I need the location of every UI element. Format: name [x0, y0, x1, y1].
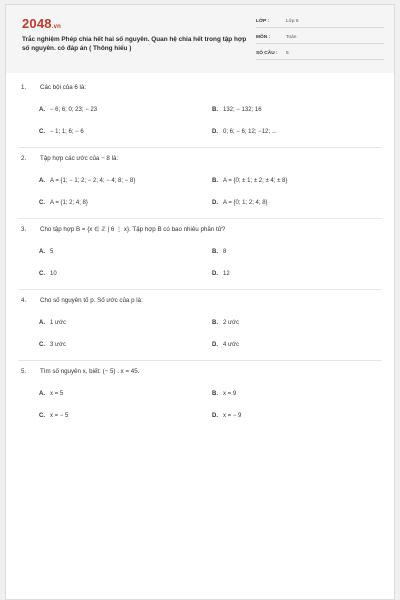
q1-option-d[interactable]: [212, 129, 277, 135]
q2-option-c[interactable]: [39, 200, 88, 206]
q3-option-a[interactable]: [39, 249, 53, 255]
meta-count-label: SỐ CÂU :: [256, 51, 278, 56]
meta-class-label: LỚP :: [256, 19, 270, 24]
question-number: 3.: [21, 226, 27, 233]
option-letter: D.: [212, 413, 218, 419]
question-number: 5.: [21, 368, 27, 375]
q5-option-b[interactable]: [212, 391, 236, 397]
option-letter: C.: [39, 200, 45, 206]
option-letter: D.: [212, 200, 218, 206]
question-number: 1.: [21, 84, 27, 91]
option-letter: A.: [39, 320, 45, 326]
meta-class: [256, 18, 384, 28]
option-text: x = 9: [223, 391, 237, 397]
option-text: x = 5: [50, 391, 64, 397]
meta-count: [256, 50, 384, 60]
option-letter: D.: [212, 271, 218, 277]
option-text: 2 ước: [223, 320, 239, 326]
question-text: Tập hợp các ước của − 8 là:: [40, 155, 119, 162]
option-text: − 6; 6; 0; 23; − 23: [50, 107, 98, 113]
q3-option-b[interactable]: [212, 249, 226, 255]
option-text: x = − 9: [223, 413, 242, 419]
option-letter: B.: [212, 107, 218, 113]
q4-option-a[interactable]: [39, 320, 66, 326]
option-text: 8: [223, 249, 227, 255]
question-divider: [18, 360, 382, 361]
option-text: 12: [223, 271, 230, 277]
meta-subject: [256, 34, 384, 44]
option-letter: B.: [212, 178, 218, 184]
worksheet-header: [6, 5, 394, 73]
option-text: A = {1; − 1; 2; − 2; 4; − 4; 8; − 8}: [50, 178, 136, 184]
option-text: 5: [50, 249, 54, 255]
meta-subject-value: Toán: [286, 35, 297, 40]
option-text: 1 ước: [50, 320, 66, 326]
q5-option-a[interactable]: [39, 391, 63, 397]
q5-option-c[interactable]: [39, 413, 68, 419]
meta-subject-label: MÔN :: [256, 35, 271, 40]
q1-option-b[interactable]: [212, 107, 262, 113]
logo-suffix: .vn: [51, 24, 62, 30]
worksheet-page: [5, 4, 395, 600]
logo-main: 2048: [22, 16, 52, 31]
q4-option-d[interactable]: [212, 342, 239, 348]
q3-option-d[interactable]: [212, 271, 230, 277]
option-letter: A.: [39, 391, 45, 397]
q1-option-c[interactable]: [39, 129, 84, 135]
q4-option-c[interactable]: [39, 342, 66, 348]
q2-option-a[interactable]: [39, 178, 135, 184]
q4-option-b[interactable]: [212, 320, 239, 326]
question-text: Cho tập hợp B = {x ∈ ℤ | 6 ⋮ x}. Tập hợp B có bao nhiêu phần tử?: [40, 226, 226, 233]
option-text: x = − 5: [50, 413, 69, 419]
question-number: 4.: [21, 297, 27, 304]
question-text: Cho số nguyên tố p. Số ước của p là:: [40, 297, 143, 304]
option-text: − 1; 1; 6; − 6: [50, 129, 84, 135]
q3-option-c[interactable]: [39, 271, 57, 277]
worksheet-title: Trắc nghiệm Phép chia hết hai số nguyên. Quan hệ chia hết trong tập hợp số nguyên. có đáp án ( Thông hiểu ): [22, 36, 247, 52]
option-text: 0; 6; − 6; 12; −12; ...: [223, 129, 277, 135]
option-text: 4 ước: [223, 342, 239, 348]
option-letter: D.: [212, 129, 218, 135]
option-letter: C.: [39, 342, 45, 348]
question-text: Tìm số nguyên x, biết: (− 5) . x = 45.: [40, 368, 140, 375]
option-text: A = {0; ± 1; ± 2; ± 4; ± 8}: [223, 178, 288, 184]
question-divider: [18, 218, 382, 219]
option-letter: C.: [39, 129, 45, 135]
question-number: 2.: [21, 155, 27, 162]
site-logo[interactable]: [22, 16, 61, 31]
option-letter: A.: [39, 107, 45, 113]
option-letter: B.: [212, 320, 218, 326]
meta-count-value: 5: [286, 51, 289, 56]
option-letter: D.: [212, 342, 218, 348]
question-divider: [18, 289, 382, 290]
option-text: A = {1; 2; 4; 8}: [50, 200, 88, 206]
meta-class-value: Lớp 6: [286, 19, 299, 24]
option-text: 3 ước: [50, 342, 66, 348]
option-letter: B.: [212, 391, 218, 397]
option-text: 132; − 132; 16: [223, 107, 262, 113]
q2-option-b[interactable]: [212, 178, 287, 184]
question-text: Các bội của 6 là:: [40, 84, 87, 91]
option-text: A = {0; 1; 2; 4; 8}: [223, 200, 268, 206]
option-letter: B.: [212, 249, 218, 255]
q1-option-a[interactable]: [39, 107, 97, 113]
option-text: 10: [50, 271, 57, 277]
option-letter: A.: [39, 178, 45, 184]
q2-option-d[interactable]: [212, 200, 268, 206]
option-letter: C.: [39, 413, 45, 419]
q5-option-d[interactable]: [212, 413, 241, 419]
option-letter: C.: [39, 271, 45, 277]
question-divider: [18, 147, 382, 148]
option-letter: A.: [39, 249, 45, 255]
